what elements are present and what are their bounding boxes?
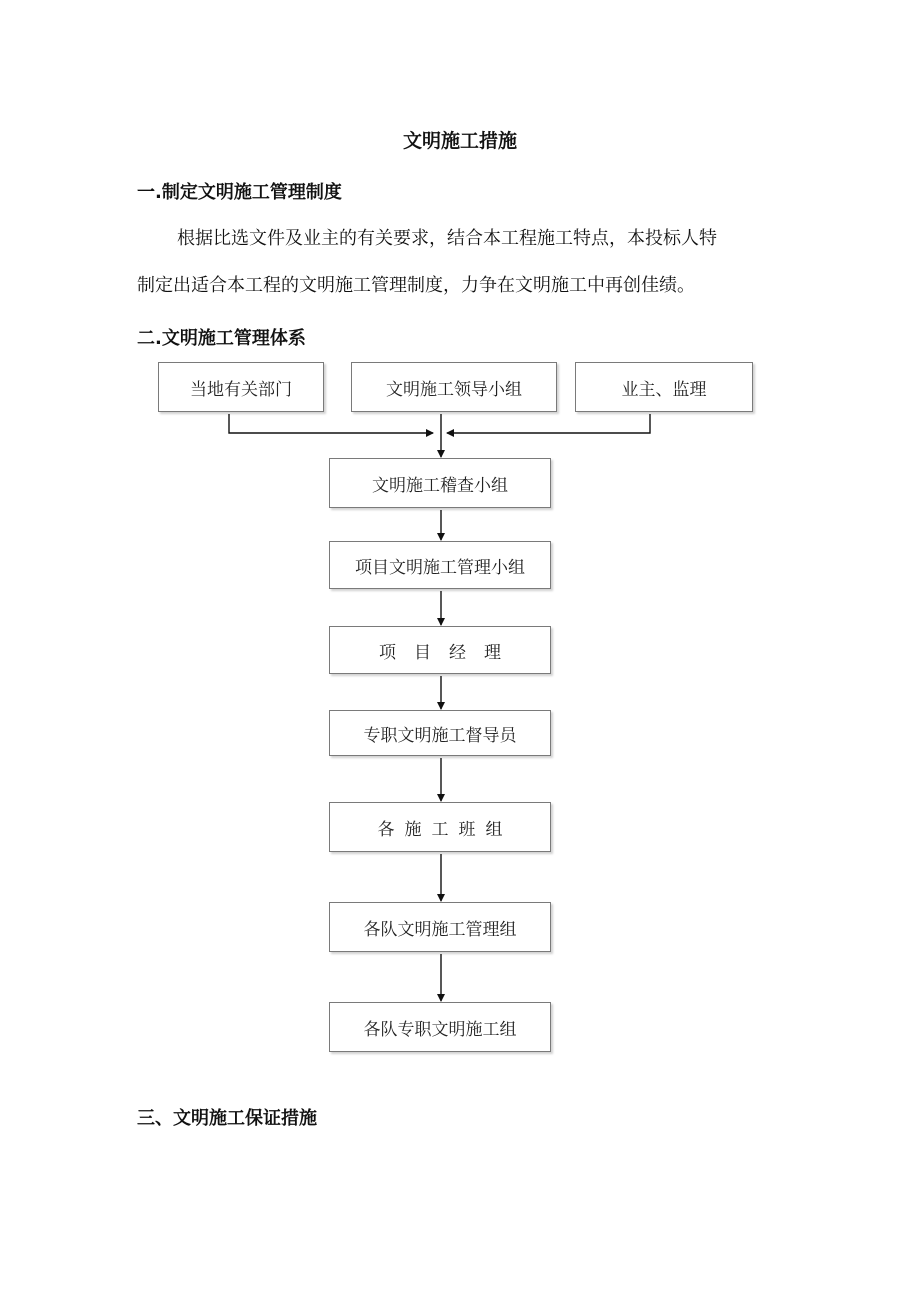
flow-box-supervisor: 专职文明施工督导员 — [329, 710, 551, 756]
connector-left — [229, 414, 433, 433]
flow-box-project-manager: 项目经理 — [329, 626, 551, 674]
flow-box-team-dedicated-group: 各队专职文明施工组 — [329, 1002, 551, 1052]
flow-box-owner-supervisor: 业主、监理 — [575, 362, 753, 412]
paragraph-line-2: 制定出适合本工程的文明施工管理制度，力争在文明施工中再创佳绩。 — [137, 275, 695, 296]
section-3-heading: 三、文明施工保证措施 — [137, 1108, 317, 1129]
flow-box-project-management-group: 项目文明施工管理小组 — [329, 541, 551, 589]
flow-box-team-management-group: 各队文明施工管理组 — [329, 902, 551, 952]
paragraph-line-1: 根据比选文件及业主的有关要求，结合本工程施工特点，本投标人特 — [177, 228, 717, 249]
flow-box-local-departments: 当地有关部门 — [158, 362, 324, 412]
flow-box-leading-group: 文明施工领导小组 — [351, 362, 557, 412]
flow-box-inspection-group: 文明施工稽查小组 — [329, 458, 551, 508]
section-2-heading: 二.文明施工管理体系 — [137, 328, 306, 349]
flow-box-construction-teams: 各施工班组 — [329, 802, 551, 852]
document-title: 文明施工措施 — [402, 130, 517, 152]
section-1-heading: 一.制定文明施工管理制度 — [137, 182, 342, 203]
connector-right — [447, 414, 650, 433]
